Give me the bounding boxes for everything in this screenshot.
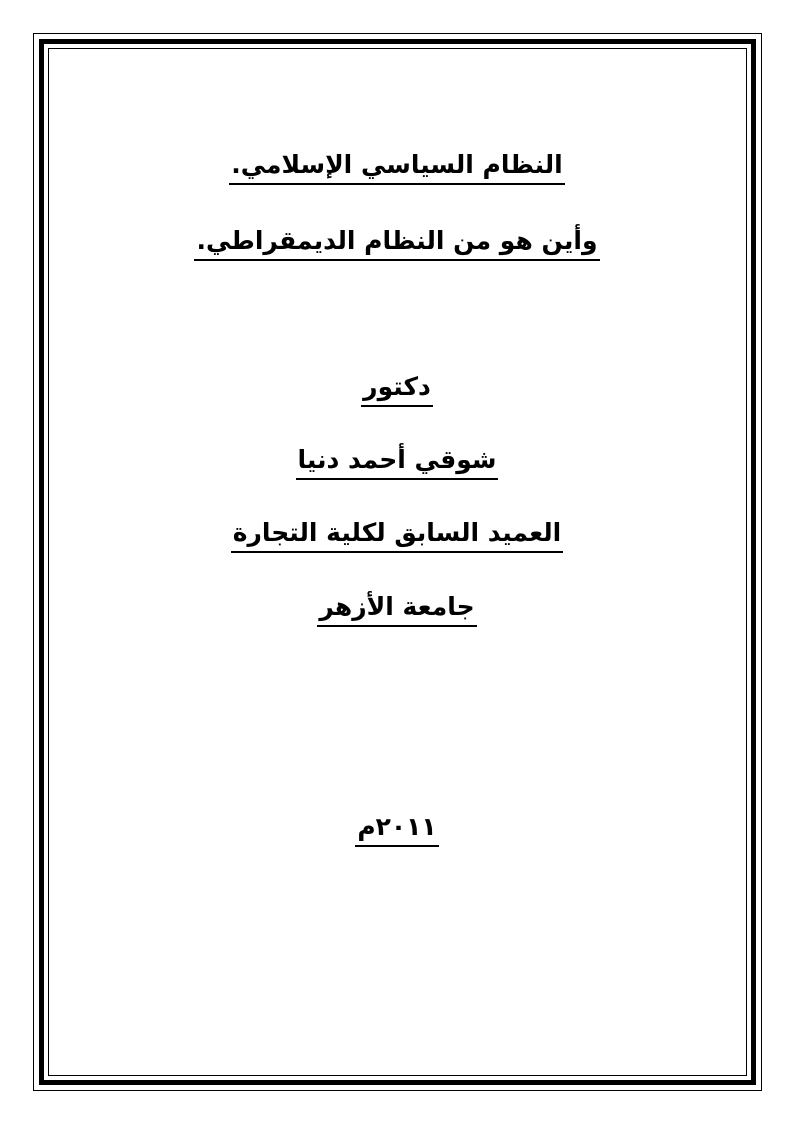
title-line-1 — [0, 150, 794, 185]
author-position-text: العميد السابق لكلية التجارة — [231, 518, 564, 553]
publication-date — [0, 812, 794, 847]
title-line-1-text: النظام السياسي الإسلامي. — [229, 150, 565, 185]
title-line-2 — [0, 226, 794, 261]
page-border-inner — [48, 48, 747, 1076]
author-name — [0, 445, 794, 480]
author-university — [0, 592, 794, 627]
author-degree — [0, 372, 794, 407]
author-position — [0, 518, 794, 553]
publication-date-text: ٢٠١١م — [355, 812, 438, 847]
author-name-text: شوقي أحمد دنيا — [296, 445, 499, 480]
author-university-text: جامعة الأزهر — [317, 592, 476, 627]
author-degree-text: دكتور — [361, 372, 433, 407]
title-line-2-text: وأين هو من النظام الديمقراطي. — [194, 226, 599, 261]
